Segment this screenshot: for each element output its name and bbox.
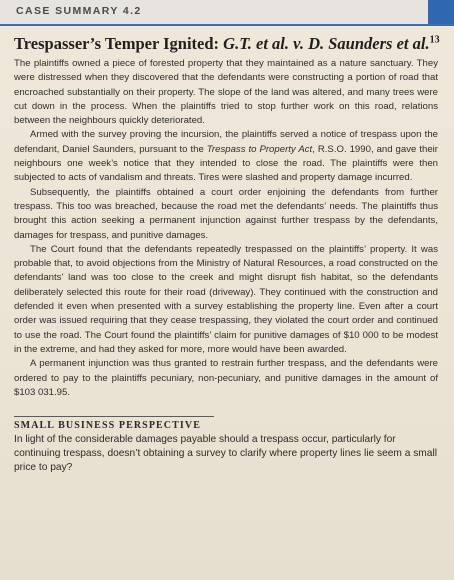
footnote-marker: 13 bbox=[429, 34, 440, 46]
paragraph-court-order: Subsequently, the plaintiffs obtained a court order enjoining the defendants from further trespass. This too was breached, because the road met the defendants’ needs. The plaintiffs thus brought this action seeking a permanent injunction against further trespass by the defendants, damages for trespass, and punitive damages. bbox=[14, 186, 438, 241]
small-business-heading: SMALL BUSINESS PERSPECTIVE bbox=[14, 420, 201, 432]
survey-text-after: , R.S.O. 1990, and gave their neighbours one week’s notice that they intended to close the road. The plaintiffs were then subjected to acts of vandalism and threats. Tires were slashed and property damage incurred. bbox=[14, 143, 438, 184]
case-body bbox=[14, 57, 438, 400]
case-title bbox=[14, 34, 438, 53]
case-summary-label: CASE SUMMARY 4.2 bbox=[16, 5, 142, 17]
section-divider bbox=[14, 416, 214, 417]
paragraph-facts: The plaintiffs owned a piece of forested property that they maintained as a nature sanctuary. They were distressed when they discovered that the defendants were constructing a portion of road that encroached substantially on their property. The slope of the land was altered, and many trees were cut down in the process. When the plaintiffs tried to stop further work on this road, relations between the neighbours quickly deteriorated. bbox=[14, 58, 438, 127]
paragraph-outcome: A permanent injunction was thus granted to restrain further trespass, and the defendants were ordered to pay to the plaintiffs pecuniary, non-pecuniary, and punitive damages in the amount of $103 031.95. bbox=[14, 358, 438, 398]
survey-text-before: Armed with the survey proving the incursion, the plaintiffs served a notice of trespass upon the defendant, Daniel Saunders, pursuant to the bbox=[14, 129, 438, 155]
act-name: Trespass to Property Act bbox=[206, 143, 313, 155]
case-summary-header bbox=[0, 0, 454, 26]
case-name: G.T. et al. v. D. Saunders et al. bbox=[223, 34, 430, 53]
accent-bar bbox=[428, 0, 454, 24]
case-title-lead: Trespasser’s Temper Ignited: bbox=[14, 34, 224, 53]
small-business-text: In light of the considerable damages payable should a trespass occur, particularly for continuing trespass, doesn’t obtaining a survey to clarify where property lines lie seem a small price to pay? bbox=[14, 434, 437, 474]
case-summary-content bbox=[14, 34, 438, 475]
paragraph-survey bbox=[14, 128, 438, 185]
paragraph-court-findings: The Court found that the defendants repeatedly trespassed on the plaintiffs’ property. It was probable that, to avoid objections from the Ministry of Natural Resources, a road constructed on the defendants’ land was too close to the creek and might disrupt fish habitat, so the defendants deliberately selected this route for their road (driveway). They continued with the construction and defended it even when presented with a survey establishing the property line. Even after a court order was issued requiring that they cease trespassing, they violated the court order and continued to use the road. The Court found the plaintiffs’ claim for punitive damages of $10 000 to be modest in the extreme, and had they asked for more, more would have been awarded. bbox=[14, 243, 438, 355]
